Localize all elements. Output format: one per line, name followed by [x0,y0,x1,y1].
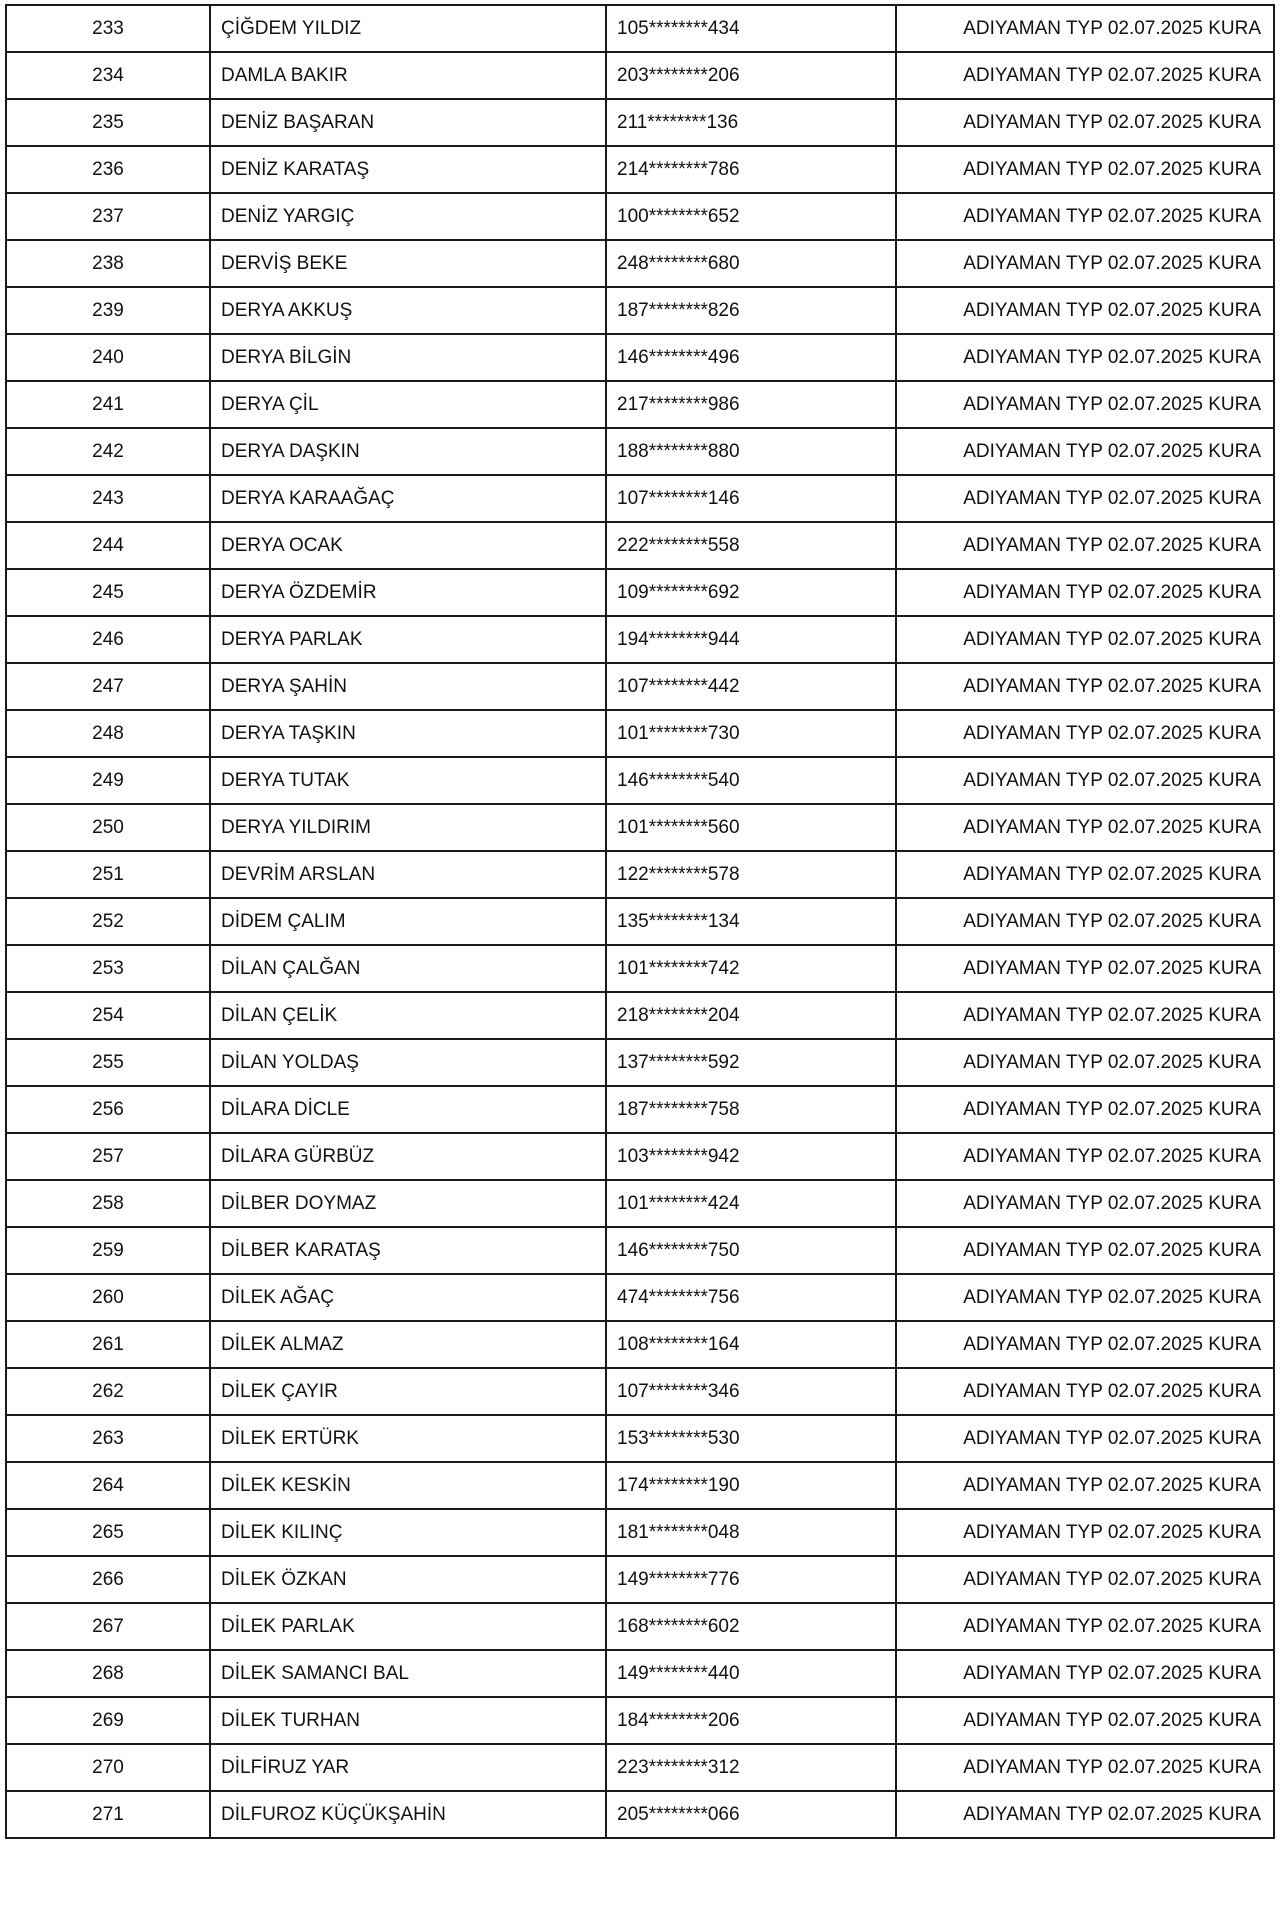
person-name-cell: DERYA OCAK [210,522,606,569]
row-number-cell: 258 [6,1180,210,1227]
table-row [6,945,1274,992]
row-number-cell: 238 [6,240,210,287]
masked-id-cell: 108********164 [606,1321,896,1368]
masked-id-cell: 188********880 [606,428,896,475]
row-number-cell: 237 [6,193,210,240]
masked-id-cell: 109********692 [606,569,896,616]
person-name-cell: ÇİĞDEM YILDIZ [210,5,606,52]
row-number-cell: 247 [6,663,210,710]
masked-id-cell: 103********942 [606,1133,896,1180]
person-name-cell: DİLAN ÇALĞAN [210,945,606,992]
row-number-cell: 239 [6,287,210,334]
person-name-cell: DİLAN ÇELİK [210,992,606,1039]
row-number-cell: 233 [6,5,210,52]
table-row [6,616,1274,663]
location-lottery-cell: ADIYAMAN TYP 02.07.2025 KURA [896,381,1274,428]
masked-id-cell: 149********776 [606,1556,896,1603]
person-name-cell: DİLEK ERTÜRK [210,1415,606,1462]
location-lottery-cell: ADIYAMAN TYP 02.07.2025 KURA [896,5,1274,52]
masked-id-cell: 194********944 [606,616,896,663]
person-name-cell: DAMLA BAKIR [210,52,606,99]
location-lottery-cell: ADIYAMAN TYP 02.07.2025 KURA [896,898,1274,945]
table-row [6,1227,1274,1274]
location-lottery-cell: ADIYAMAN TYP 02.07.2025 KURA [896,1744,1274,1791]
person-name-cell: DERYA ŞAHİN [210,663,606,710]
location-lottery-cell: ADIYAMAN TYP 02.07.2025 KURA [896,1509,1274,1556]
location-lottery-cell: ADIYAMAN TYP 02.07.2025 KURA [896,710,1274,757]
row-number-cell: 253 [6,945,210,992]
person-name-cell: DERVİŞ BEKE [210,240,606,287]
location-lottery-cell: ADIYAMAN TYP 02.07.2025 KURA [896,1086,1274,1133]
row-number-cell: 241 [6,381,210,428]
person-name-cell: DENİZ KARATAŞ [210,146,606,193]
location-lottery-cell: ADIYAMAN TYP 02.07.2025 KURA [896,428,1274,475]
masked-id-cell: 187********758 [606,1086,896,1133]
location-lottery-cell: ADIYAMAN TYP 02.07.2025 KURA [896,193,1274,240]
masked-id-cell: 217********986 [606,381,896,428]
location-lottery-cell: ADIYAMAN TYP 02.07.2025 KURA [896,334,1274,381]
location-lottery-cell: ADIYAMAN TYP 02.07.2025 KURA [896,1180,1274,1227]
person-name-cell: DEVRİM ARSLAN [210,851,606,898]
table-row [6,1133,1274,1180]
person-name-cell: DERYA ÖZDEMİR [210,569,606,616]
table-row [6,240,1274,287]
masked-id-cell: 248********680 [606,240,896,287]
row-number-cell: 244 [6,522,210,569]
row-number-cell: 255 [6,1039,210,1086]
lottery-results-table [5,4,1275,1839]
table-row [6,1415,1274,1462]
location-lottery-cell: ADIYAMAN TYP 02.07.2025 KURA [896,1227,1274,1274]
masked-id-cell: 101********742 [606,945,896,992]
row-number-cell: 246 [6,616,210,663]
masked-id-cell: 174********190 [606,1462,896,1509]
location-lottery-cell: ADIYAMAN TYP 02.07.2025 KURA [896,1133,1274,1180]
location-lottery-cell: ADIYAMAN TYP 02.07.2025 KURA [896,1697,1274,1744]
row-number-cell: 269 [6,1697,210,1744]
masked-id-cell: 168********602 [606,1603,896,1650]
masked-id-cell: 101********730 [606,710,896,757]
person-name-cell: DİLFİRUZ YAR [210,1744,606,1791]
location-lottery-cell: ADIYAMAN TYP 02.07.2025 KURA [896,1039,1274,1086]
person-name-cell: DENİZ BAŞARAN [210,99,606,146]
row-number-cell: 271 [6,1791,210,1838]
row-number-cell: 259 [6,1227,210,1274]
masked-id-cell: 187********826 [606,287,896,334]
row-number-cell: 254 [6,992,210,1039]
table-row [6,1509,1274,1556]
row-number-cell: 268 [6,1650,210,1697]
row-number-cell: 243 [6,475,210,522]
masked-id-cell: 203********206 [606,52,896,99]
location-lottery-cell: ADIYAMAN TYP 02.07.2025 KURA [896,1321,1274,1368]
masked-id-cell: 105********434 [606,5,896,52]
person-name-cell: DERYA ÇİL [210,381,606,428]
row-number-cell: 266 [6,1556,210,1603]
location-lottery-cell: ADIYAMAN TYP 02.07.2025 KURA [896,851,1274,898]
row-number-cell: 236 [6,146,210,193]
person-name-cell: DİLEK ÇAYIR [210,1368,606,1415]
table-body [6,5,1274,1838]
row-number-cell: 251 [6,851,210,898]
location-lottery-cell: ADIYAMAN TYP 02.07.2025 KURA [896,99,1274,146]
person-name-cell: DERYA BİLGİN [210,334,606,381]
location-lottery-cell: ADIYAMAN TYP 02.07.2025 KURA [896,804,1274,851]
row-number-cell: 261 [6,1321,210,1368]
row-number-cell: 256 [6,1086,210,1133]
location-lottery-cell: ADIYAMAN TYP 02.07.2025 KURA [896,757,1274,804]
location-lottery-cell: ADIYAMAN TYP 02.07.2025 KURA [896,663,1274,710]
masked-id-cell: 181********048 [606,1509,896,1556]
location-lottery-cell: ADIYAMAN TYP 02.07.2025 KURA [896,522,1274,569]
location-lottery-cell: ADIYAMAN TYP 02.07.2025 KURA [896,146,1274,193]
location-lottery-cell: ADIYAMAN TYP 02.07.2025 KURA [896,992,1274,1039]
person-name-cell: DİLEK ÖZKAN [210,1556,606,1603]
person-name-cell: DİLBER KARATAŞ [210,1227,606,1274]
person-name-cell: DERYA KARAAĞAÇ [210,475,606,522]
table-row [6,1791,1274,1838]
person-name-cell: DİLEK KESKİN [210,1462,606,1509]
masked-id-cell: 122********578 [606,851,896,898]
person-name-cell: DİLEK ALMAZ [210,1321,606,1368]
location-lottery-cell: ADIYAMAN TYP 02.07.2025 KURA [896,1462,1274,1509]
masked-id-cell: 153********530 [606,1415,896,1462]
table-row [6,381,1274,428]
row-number-cell: 245 [6,569,210,616]
table-row [6,1180,1274,1227]
table-row [6,851,1274,898]
row-number-cell: 264 [6,1462,210,1509]
masked-id-cell: 474********756 [606,1274,896,1321]
table-row [6,428,1274,475]
table-row [6,146,1274,193]
masked-id-cell: 101********560 [606,804,896,851]
row-number-cell: 263 [6,1415,210,1462]
location-lottery-cell: ADIYAMAN TYP 02.07.2025 KURA [896,287,1274,334]
location-lottery-cell: ADIYAMAN TYP 02.07.2025 KURA [896,1556,1274,1603]
person-name-cell: DERYA TUTAK [210,757,606,804]
location-lottery-cell: ADIYAMAN TYP 02.07.2025 KURA [896,569,1274,616]
masked-id-cell: 107********146 [606,475,896,522]
person-name-cell: DİLEK PARLAK [210,1603,606,1650]
row-number-cell: 270 [6,1744,210,1791]
person-name-cell: DERYA AKKUŞ [210,287,606,334]
masked-id-cell: 146********496 [606,334,896,381]
table-row [6,1321,1274,1368]
person-name-cell: DERYA TAŞKIN [210,710,606,757]
person-name-cell: DERYA DAŞKIN [210,428,606,475]
masked-id-cell: 107********346 [606,1368,896,1415]
row-number-cell: 234 [6,52,210,99]
table-row [6,193,1274,240]
person-name-cell: DİLEK TURHAN [210,1697,606,1744]
location-lottery-cell: ADIYAMAN TYP 02.07.2025 KURA [896,945,1274,992]
table-row [6,992,1274,1039]
table-row [6,569,1274,616]
masked-id-cell: 146********750 [606,1227,896,1274]
table-row [6,475,1274,522]
table-row [6,663,1274,710]
row-number-cell: 248 [6,710,210,757]
masked-id-cell: 101********424 [606,1180,896,1227]
table-row [6,522,1274,569]
person-name-cell: DİLARA DİCLE [210,1086,606,1133]
masked-id-cell: 211********136 [606,99,896,146]
location-lottery-cell: ADIYAMAN TYP 02.07.2025 KURA [896,1791,1274,1838]
masked-id-cell: 107********442 [606,663,896,710]
person-name-cell: DİLARA GÜRBÜZ [210,1133,606,1180]
table-row [6,1086,1274,1133]
row-number-cell: 252 [6,898,210,945]
table-row [6,757,1274,804]
person-name-cell: DERYA PARLAK [210,616,606,663]
table-row [6,1650,1274,1697]
location-lottery-cell: ADIYAMAN TYP 02.07.2025 KURA [896,1603,1274,1650]
masked-id-cell: 135********134 [606,898,896,945]
row-number-cell: 257 [6,1133,210,1180]
masked-id-cell: 184********206 [606,1697,896,1744]
location-lottery-cell: ADIYAMAN TYP 02.07.2025 KURA [896,52,1274,99]
table-row [6,804,1274,851]
row-number-cell: 250 [6,804,210,851]
table-row [6,5,1274,52]
table-row [6,1462,1274,1509]
location-lottery-cell: ADIYAMAN TYP 02.07.2025 KURA [896,1274,1274,1321]
person-name-cell: DİLEK AĞAÇ [210,1274,606,1321]
table-row [6,287,1274,334]
row-number-cell: 240 [6,334,210,381]
table-row [6,710,1274,757]
masked-id-cell: 205********066 [606,1791,896,1838]
person-name-cell: DİLAN YOLDAŞ [210,1039,606,1086]
person-name-cell: DİLEK KILINÇ [210,1509,606,1556]
masked-id-cell: 137********592 [606,1039,896,1086]
row-number-cell: 267 [6,1603,210,1650]
location-lottery-cell: ADIYAMAN TYP 02.07.2025 KURA [896,616,1274,663]
table-row [6,1274,1274,1321]
table-row [6,99,1274,146]
person-name-cell: DİDEM ÇALIM [210,898,606,945]
person-name-cell: DİLFUROZ KÜÇÜKŞAHİN [210,1791,606,1838]
row-number-cell: 262 [6,1368,210,1415]
row-number-cell: 260 [6,1274,210,1321]
masked-id-cell: 100********652 [606,193,896,240]
masked-id-cell: 222********558 [606,522,896,569]
table-row [6,898,1274,945]
location-lottery-cell: ADIYAMAN TYP 02.07.2025 KURA [896,240,1274,287]
table-row [6,1603,1274,1650]
masked-id-cell: 214********786 [606,146,896,193]
table-row [6,1744,1274,1791]
row-number-cell: 242 [6,428,210,475]
location-lottery-cell: ADIYAMAN TYP 02.07.2025 KURA [896,475,1274,522]
masked-id-cell: 223********312 [606,1744,896,1791]
table-row [6,1556,1274,1603]
person-name-cell: DİLEK SAMANCI BAL [210,1650,606,1697]
person-name-cell: DENİZ YARGIÇ [210,193,606,240]
location-lottery-cell: ADIYAMAN TYP 02.07.2025 KURA [896,1368,1274,1415]
location-lottery-cell: ADIYAMAN TYP 02.07.2025 KURA [896,1415,1274,1462]
table-row [6,1697,1274,1744]
masked-id-cell: 218********204 [606,992,896,1039]
person-name-cell: DİLBER DOYMAZ [210,1180,606,1227]
masked-id-cell: 146********540 [606,757,896,804]
row-number-cell: 235 [6,99,210,146]
row-number-cell: 249 [6,757,210,804]
row-number-cell: 265 [6,1509,210,1556]
table-row [6,1368,1274,1415]
masked-id-cell: 149********440 [606,1650,896,1697]
location-lottery-cell: ADIYAMAN TYP 02.07.2025 KURA [896,1650,1274,1697]
table-row [6,52,1274,99]
person-name-cell: DERYA YILDIRIM [210,804,606,851]
table-row [6,1039,1274,1086]
table-row [6,334,1274,381]
